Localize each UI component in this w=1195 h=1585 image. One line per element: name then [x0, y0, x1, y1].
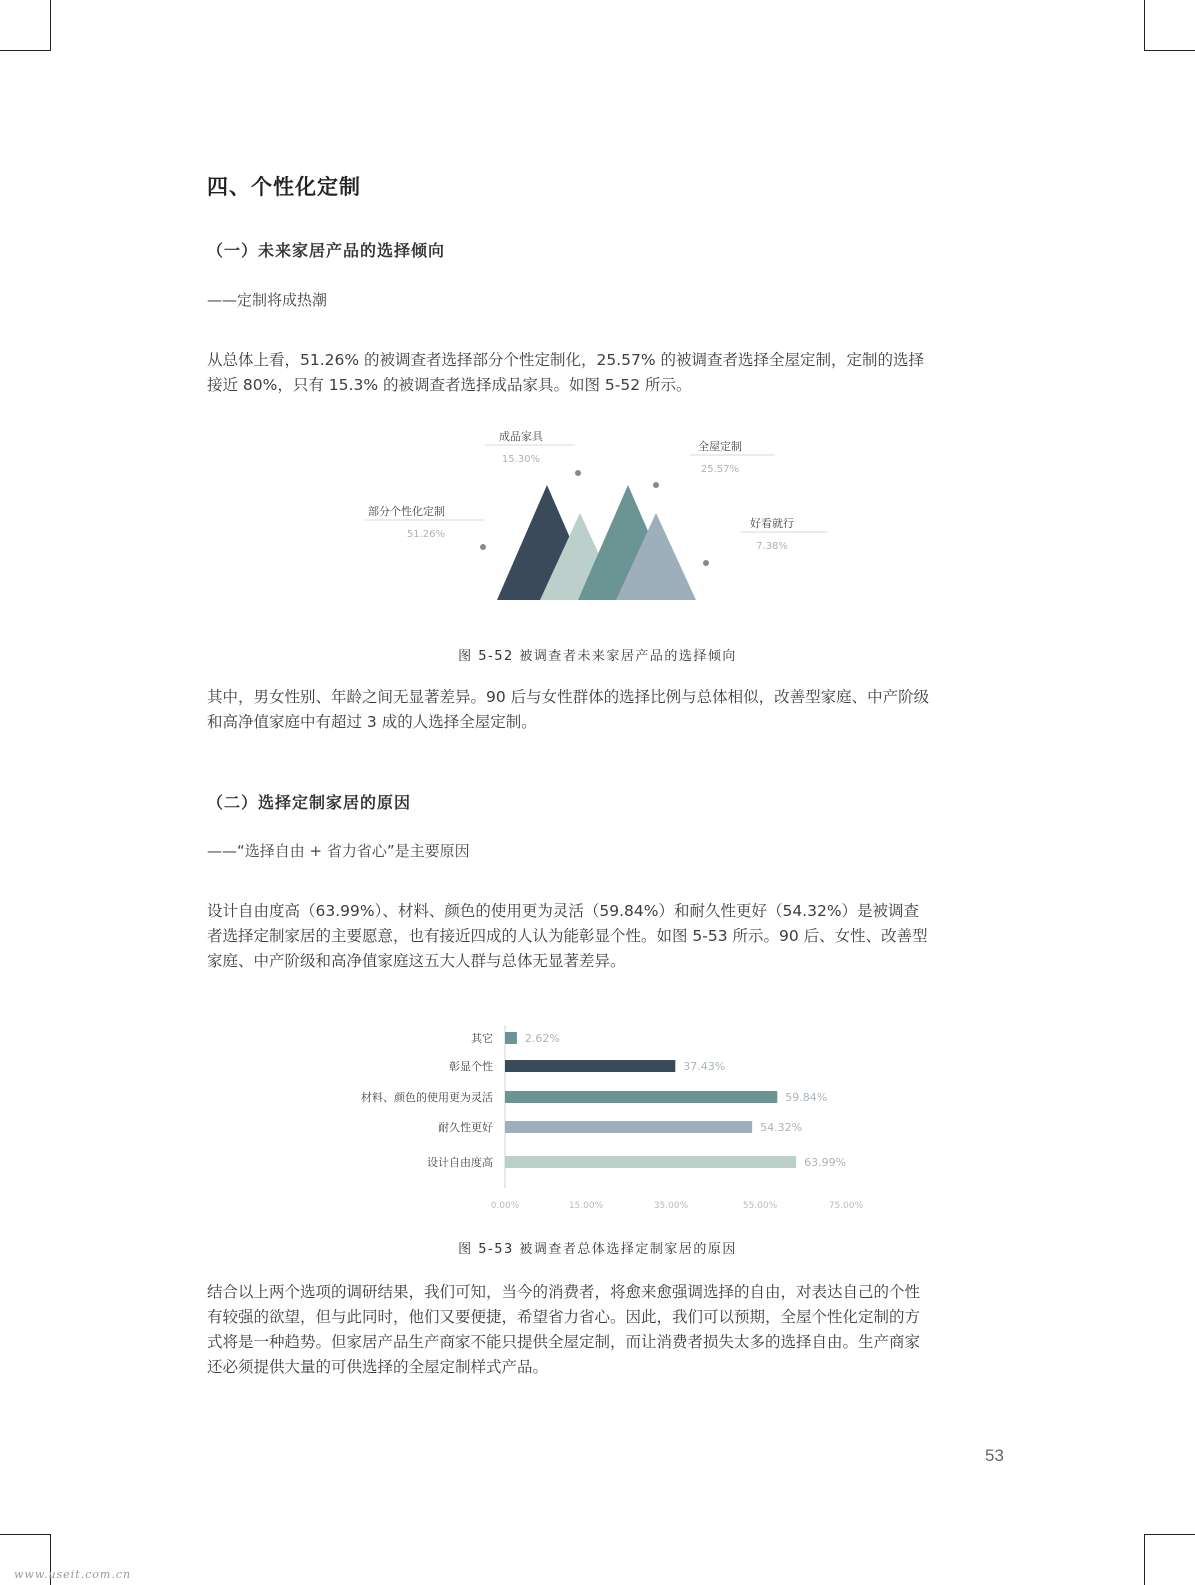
bar: [505, 1060, 675, 1072]
bar-value-label: 59.84%: [785, 1091, 828, 1104]
bar: [505, 1156, 796, 1168]
bar-value-label: 37.43%: [683, 1060, 726, 1073]
paragraph-line: 式将是一种趋势。但家居产品生产商家不能只提供全屋定制，而让消费者损失太多的选择自由。生产商家: [207, 1333, 921, 1351]
peak-name-label: 全屋定制: [698, 440, 742, 453]
figure-1-caption: 图 5-52 被调查者未来家居产品的选择倾向: [458, 649, 737, 664]
paragraph-line: 其中，男女性别、年龄之间无显著差异。90 后与女性群体的选择比例与总体相似，改善型家庭、中产阶级: [207, 688, 930, 706]
crop-mark-bottom-right: [1144, 1534, 1195, 1585]
x-tick-label: 55.00%: [742, 1201, 778, 1211]
x-tick-label: 75.00%: [828, 1201, 864, 1211]
x-tick-label: 0.00%: [490, 1201, 520, 1211]
paragraph-line: 结合以上两个选项的调研结果，我们可知，当今的消费者，将愈来愈强调选择的自由，对表达自己的个性: [207, 1283, 921, 1301]
paragraph-1: [207, 348, 1012, 398]
page-number: 53: [985, 1446, 1004, 1465]
paragraph-line: 有较强的欲望，但与此同时，他们又要便捷，希望省力省心。因此，我们可以预期，全屋个性化定制的方: [207, 1308, 921, 1326]
bar: [505, 1121, 752, 1133]
paragraph-line: 者选择定制家居的主要愿意，也有接近四成的人认为能彰显个性。如图 5-53 所示。90 后、女性、改善型: [207, 927, 928, 945]
x-tick-label: 35.00%: [653, 1201, 689, 1211]
paragraph-line: 接近 80%，只有 15.3% 的被调查者选择成品家具。如图 5-52 所示。: [207, 376, 692, 394]
peak-value-label: 51.26%: [406, 529, 445, 540]
crop-mark-top-left: [0, 0, 51, 51]
paragraph-line: 从总体上看，51.26% 的被调查者选择部分个性定制化，25.57% 的被调查者选择全屋定制，定制的选择: [207, 351, 925, 369]
paragraph-line: 还必须提供大量的可供选择的全屋定制样式产品。: [207, 1358, 549, 1376]
peak-name-label: 好看就行: [750, 517, 794, 530]
bar-category-label: 材料、颜色的使用更为灵活: [361, 1091, 493, 1104]
bar-category-label: 设计自由度高: [427, 1156, 493, 1169]
bar-value-label: 63.99%: [804, 1156, 847, 1169]
paragraph-2: [207, 685, 1012, 735]
mountain-chart: [340, 420, 860, 620]
bar: [505, 1032, 517, 1044]
peak-value-label: 25.57%: [700, 464, 740, 475]
subsection-2-subtitle: ——“选择自由 + 省力省心”是主要原因: [207, 842, 470, 860]
paragraph-4: [207, 1280, 1012, 1380]
peak-name-label: 成品家具: [499, 430, 543, 443]
subsection-1-subtitle: ——定制将成热潮: [207, 291, 328, 309]
bar-value-label: 54.32%: [760, 1121, 803, 1134]
peak-value-label: 15.30%: [501, 454, 541, 465]
label-dot: [575, 470, 581, 476]
bar-category-label: 彰显个性: [449, 1060, 493, 1073]
x-tick-label: 15.00%: [568, 1201, 604, 1211]
peak-value-label: 7.38%: [756, 541, 788, 552]
paragraph-line: 和高净值家庭中有超过 3 成的人选择全屋定制。: [207, 713, 537, 731]
watermark: www.useit.com.cn: [14, 1568, 132, 1581]
bar-category-label: 耐久性更好: [438, 1121, 493, 1134]
label-dot: [703, 560, 709, 566]
bar: [505, 1091, 777, 1103]
paragraph-3: [207, 899, 1012, 974]
bar-chart: [330, 1020, 890, 1220]
section-title: 四、个性化定制: [207, 175, 361, 199]
paragraph-line: 设计自由度高（63.99%）、材料、颜色的使用更为灵活（59.84%）和耐久性更好（54.32%）是被调查: [207, 902, 920, 920]
bar-value-label: 2.62%: [524, 1032, 560, 1045]
crop-mark-top-right: [1144, 0, 1195, 51]
peak-name-label: 部分个性化定制: [368, 505, 445, 518]
subsection-1-title: （一）未来家居产品的选择倾向: [207, 241, 446, 260]
figure-2-caption: 图 5-53 被调查者总体选择定制家居的原因: [458, 1242, 737, 1257]
bar-category-label: 其它: [471, 1032, 493, 1045]
subsection-2-title: （二）选择定制家居的原因: [207, 793, 412, 812]
label-dot: [653, 482, 659, 488]
paragraph-line: 家庭、中产阶级和高净值家庭这五大人群与总体无显著差异。: [207, 952, 626, 970]
label-dot: [480, 544, 486, 550]
